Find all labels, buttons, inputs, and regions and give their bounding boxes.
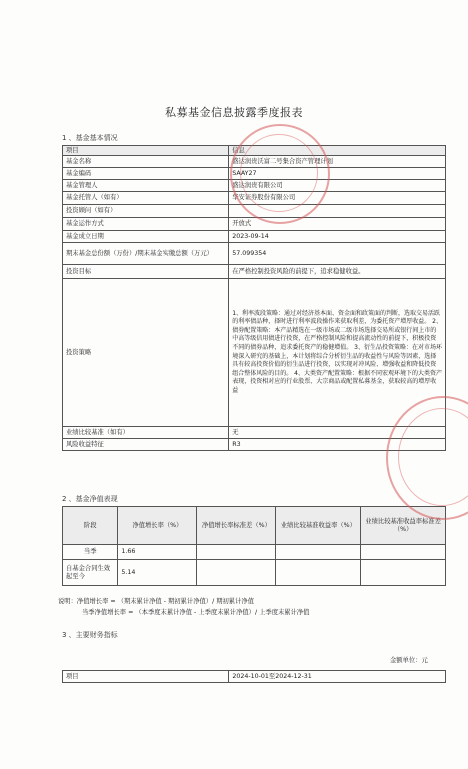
- section3-heading: 3 、主要财务指标: [62, 631, 118, 639]
- nav-std-cell: [197, 545, 276, 560]
- formula-note-2: 当季净值增长率 = （本季度末累计净值 - 上季度末累计净值）/ 上季度末累计净值: [82, 609, 310, 616]
- strategy-label: 投资策略: [63, 279, 229, 427]
- row-label: 基金运作方式: [63, 218, 229, 231]
- benchmark-value: 无: [229, 427, 446, 439]
- nav-std-cell: [197, 560, 276, 586]
- row-label: 基金托管人（如有）: [63, 192, 229, 205]
- table-row: [63, 560, 446, 586]
- row-label: 基金管理人: [63, 180, 229, 192]
- table-row: [63, 231, 446, 243]
- financial-period: 2024-10-01至2024-12-31: [229, 671, 446, 683]
- row-label: 基金成立日期: [63, 231, 229, 243]
- section2-heading: 2 、基金净值表现: [62, 495, 118, 503]
- row-value: 开放式: [229, 218, 446, 231]
- col-nav-growth: 净值增长率（%）: [118, 507, 197, 545]
- table-row: [63, 180, 446, 192]
- bench-cell: [276, 560, 361, 586]
- risk-label: 风险收益特征: [63, 439, 229, 451]
- stage-cell: 当季: [63, 545, 118, 560]
- header-info: 信息: [229, 146, 446, 156]
- bench-std-cell: [361, 545, 446, 560]
- row-value: 在严格控制投资风险的前提下，追求稳健收益。: [229, 265, 446, 279]
- row-value: 盛达润贵沃富二号集合资产管理计划: [229, 156, 446, 168]
- header-item: 项目: [63, 146, 229, 156]
- row-value: 2023-09-14: [229, 231, 446, 243]
- table-row: [63, 279, 446, 427]
- row-value: [229, 205, 446, 218]
- row-value: 57.099354: [229, 243, 446, 265]
- benchmark-label: 业绩比较基准（如有）: [63, 427, 229, 439]
- report-title: 私募基金信息披露季度报表: [165, 106, 303, 119]
- nav-performance-table: [62, 506, 446, 586]
- table-row: [63, 427, 446, 439]
- section1-heading: 1 、基金基本情况: [62, 134, 118, 142]
- table-row: [63, 192, 446, 205]
- table-row: [63, 168, 446, 180]
- col-bench-std: 业绩比较基准收益率标准差（%）: [361, 507, 446, 545]
- row-value: 华安证券股份有限公司: [229, 192, 446, 205]
- col-stage: 阶段: [63, 507, 118, 545]
- row-label: 基金编码: [63, 168, 229, 180]
- col-bench: 业绩比较基准收益率（%）: [276, 507, 361, 545]
- table-row: [63, 265, 446, 279]
- table-row: [63, 156, 446, 168]
- row-label: 投资顾问（如有）: [63, 205, 229, 218]
- financial-table: [62, 670, 446, 683]
- table-row: [63, 545, 446, 560]
- row-value: SAAY27: [229, 168, 446, 180]
- basic-info-table: [62, 145, 446, 451]
- strategy-text: 1、利率波段策略：通过对经济基本面、资金面和政策面的判断，选取交易活跃的利率债品种，择时进行利率波段操作来获取利差，为委托资产增厚收益。 2、债券配置策略：本产品精选在一级市场或二级市场选择交易所或银行间上市的中高等级信用债进行投资，在严格控制风险和提高流动性的前提下，积极投资不同的债券品种，追求委托资产的稳健增值。 3、衍生品投资策略：在对市场环境深入研究的基础上，本计划将综合分析衍生品的收益性与风险等因素，选择具有较高投资价值的衍生品进行投资，以实现对冲风险、增强收益和降低投资组合整体风险的目的。 4、大类资产配置策略：根据不同宏观环境下的大类资产表现，投资相对应的行业股票、大宗商品或配置私募基金，获取较高的增厚收益: [229, 279, 446, 427]
- row-label: 投资目标: [63, 265, 229, 279]
- row-label: 期末基金总份额（万份）/期末基金实缴总额（万元）: [63, 243, 229, 265]
- stage-cell: 自基金合同生效起至今: [63, 560, 118, 586]
- table-row: [63, 243, 446, 265]
- risk-value: R3: [229, 439, 446, 451]
- col-nav-std: 净值增长率标准差（%）: [197, 507, 276, 545]
- financial-row-label: 项目: [63, 671, 229, 683]
- table-row: [63, 205, 446, 218]
- bench-std-cell: [361, 560, 446, 586]
- table-row: [63, 218, 446, 231]
- row-value: 盛达润贵有限公司: [229, 180, 446, 192]
- nav-growth-cell: 1.66: [118, 545, 197, 560]
- table-row: [63, 439, 446, 451]
- bench-cell: [276, 545, 361, 560]
- amount-unit: 金额单位：元: [390, 657, 428, 664]
- nav-growth-cell: 5.14: [118, 560, 197, 586]
- row-label: 基金名称: [63, 156, 229, 168]
- formula-note-1: 说明：净值增长率 = （期末累计净值 - 期初累计净值）/ 期初累计净值: [58, 598, 254, 605]
